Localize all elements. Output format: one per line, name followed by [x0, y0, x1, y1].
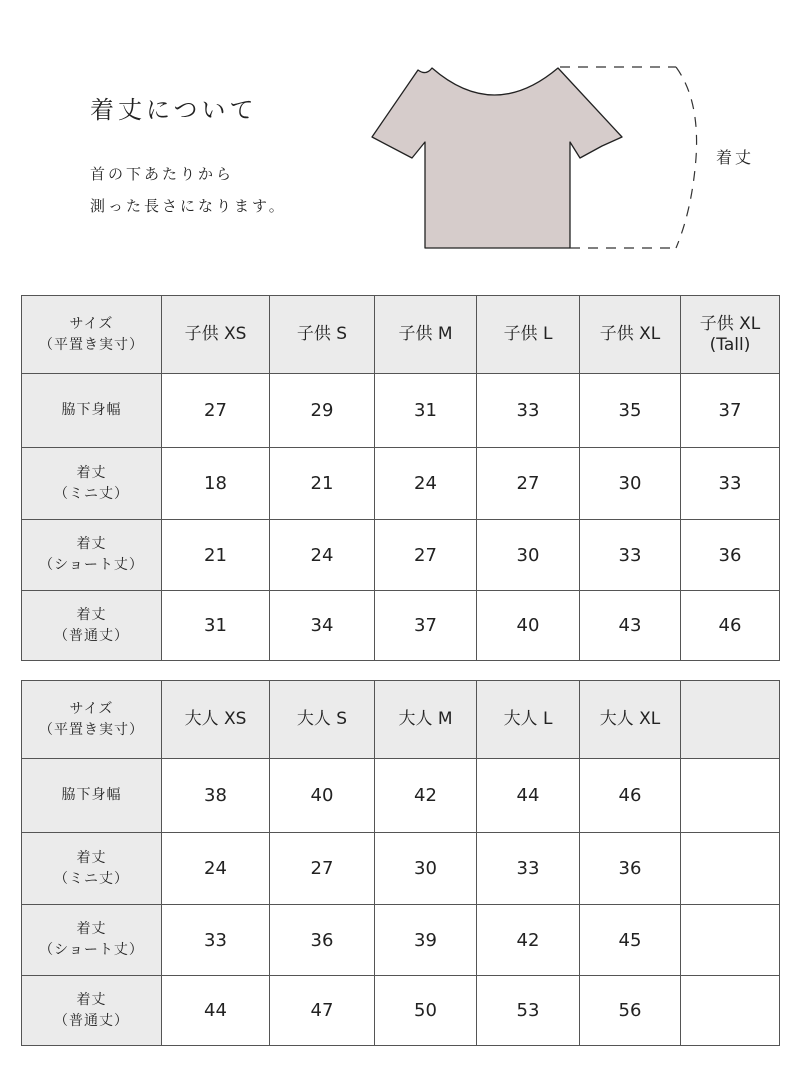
value-cell: 37 — [375, 591, 477, 661]
cell-text: 脇下身幅 — [61, 787, 122, 803]
row-label — [22, 448, 162, 520]
cell-text: 着丈 — [76, 921, 107, 937]
value-cell: 44 — [162, 976, 270, 1046]
table-row — [22, 976, 780, 1046]
value-cell: 31 — [375, 374, 477, 448]
value-cell: 36 — [681, 520, 780, 591]
row-label — [22, 976, 162, 1046]
size-column-header — [270, 681, 375, 759]
cell-text: サイズ — [69, 315, 114, 332]
value-cell: 31 — [162, 591, 270, 661]
kids-size-table — [21, 295, 780, 661]
value-cell: 27 — [477, 448, 580, 520]
size-column-header — [681, 296, 780, 374]
value-cell: 36 — [580, 833, 681, 905]
row-label — [22, 520, 162, 591]
cell-text: (Tall) — [709, 334, 751, 355]
cell-text: 着丈 — [76, 849, 107, 866]
value-cell: 43 — [580, 591, 681, 661]
size-column-header — [375, 681, 477, 759]
value-cell: 33 — [681, 448, 780, 520]
row-label — [22, 374, 162, 448]
cell-text: （ミニ丈） — [54, 485, 129, 502]
value-cell: 38 — [162, 759, 270, 833]
tshirt-shape — [372, 68, 622, 248]
row-label — [22, 759, 162, 833]
cell-text: 大人 XL — [599, 709, 661, 729]
value-cell: 27 — [162, 374, 270, 448]
description-line: 首の下あたりから — [90, 165, 235, 183]
value-cell — [681, 833, 780, 905]
cell-text: （普通丈） — [54, 627, 129, 644]
value-cell — [681, 905, 780, 976]
value-cell: 24 — [375, 448, 477, 520]
cell-text: （ショート丈） — [39, 557, 144, 573]
table-row — [22, 448, 780, 520]
table-row — [22, 759, 780, 833]
value-cell: 37 — [681, 374, 780, 448]
cell-text: （平置き実寸） — [39, 336, 144, 353]
size-column-header — [162, 681, 270, 759]
value-cell: 40 — [477, 591, 580, 661]
value-cell: 44 — [477, 759, 580, 833]
adult-size-table — [21, 680, 780, 1046]
value-cell: 24 — [270, 520, 375, 591]
size-header-cell — [22, 296, 162, 374]
size-column-header — [477, 681, 580, 759]
value-cell: 42 — [375, 759, 477, 833]
value-cell: 30 — [580, 448, 681, 520]
size-column-header — [580, 296, 681, 374]
value-cell: 21 — [162, 520, 270, 591]
cell-text: 子供 XL — [699, 313, 761, 334]
value-cell — [681, 759, 780, 833]
value-cell: 33 — [162, 905, 270, 976]
value-cell: 27 — [270, 833, 375, 905]
value-cell: 30 — [375, 833, 477, 905]
value-cell: 46 — [681, 591, 780, 661]
cell-text: （ミニ丈） — [54, 870, 129, 887]
cell-text: 子供 XS — [184, 324, 247, 344]
value-cell: 29 — [270, 374, 375, 448]
value-cell: 42 — [477, 905, 580, 976]
size-column-header — [162, 296, 270, 374]
size-column-header — [580, 681, 681, 759]
cell-text: 大人 L — [503, 709, 553, 729]
table-row — [22, 520, 780, 591]
cell-text: 着丈 — [76, 991, 107, 1008]
value-cell: 56 — [580, 976, 681, 1046]
cell-text: 大人 M — [398, 709, 453, 729]
value-cell: 40 — [270, 759, 375, 833]
table-row — [22, 374, 780, 448]
cell-text: 大人 XS — [184, 709, 247, 729]
size-header-cell — [22, 681, 162, 759]
cell-text: 子供 XL — [599, 324, 661, 344]
table-row — [22, 905, 780, 976]
value-cell: 45 — [580, 905, 681, 976]
tshirt-illustration — [0, 0, 800, 270]
row-label — [22, 905, 162, 976]
cell-text: 子供 M — [398, 324, 453, 344]
cell-text: （ショート丈） — [39, 942, 144, 958]
cell-text: 脇下身幅 — [61, 402, 122, 418]
value-cell: 27 — [375, 520, 477, 591]
value-cell: 33 — [477, 374, 580, 448]
value-cell: 46 — [580, 759, 681, 833]
size-column-header — [477, 296, 580, 374]
row-label — [22, 833, 162, 905]
description-line: 測った長さになります。 — [90, 197, 287, 215]
value-cell: 21 — [270, 448, 375, 520]
cell-text: （普通丈） — [54, 1012, 129, 1029]
value-cell: 50 — [375, 976, 477, 1046]
row-label — [22, 591, 162, 661]
table-row — [22, 833, 780, 905]
value-cell: 24 — [162, 833, 270, 905]
value-cell: 36 — [270, 905, 375, 976]
size-column-header — [681, 681, 780, 759]
cell-text: 子供 S — [296, 324, 348, 344]
value-cell: 33 — [580, 520, 681, 591]
cell-text: 着丈 — [76, 536, 107, 552]
length-label: 着丈 — [716, 148, 755, 167]
size-column-header — [270, 296, 375, 374]
value-cell: 47 — [270, 976, 375, 1046]
size-column-header — [375, 296, 477, 374]
cell-text: 大人 S — [296, 709, 348, 729]
cell-text: （平置き実寸） — [39, 721, 144, 738]
value-cell: 35 — [580, 374, 681, 448]
value-cell: 18 — [162, 448, 270, 520]
table-row — [22, 591, 780, 661]
value-cell: 39 — [375, 905, 477, 976]
cell-text: 着丈 — [76, 464, 107, 481]
value-cell — [681, 976, 780, 1046]
value-cell: 30 — [477, 520, 580, 591]
cell-text: 着丈 — [76, 606, 107, 623]
value-cell: 34 — [270, 591, 375, 661]
value-cell: 53 — [477, 976, 580, 1046]
cell-text: 子供 L — [503, 324, 553, 344]
cell-text: サイズ — [69, 700, 114, 717]
value-cell: 33 — [477, 833, 580, 905]
header-title: 着丈について — [90, 96, 258, 124]
